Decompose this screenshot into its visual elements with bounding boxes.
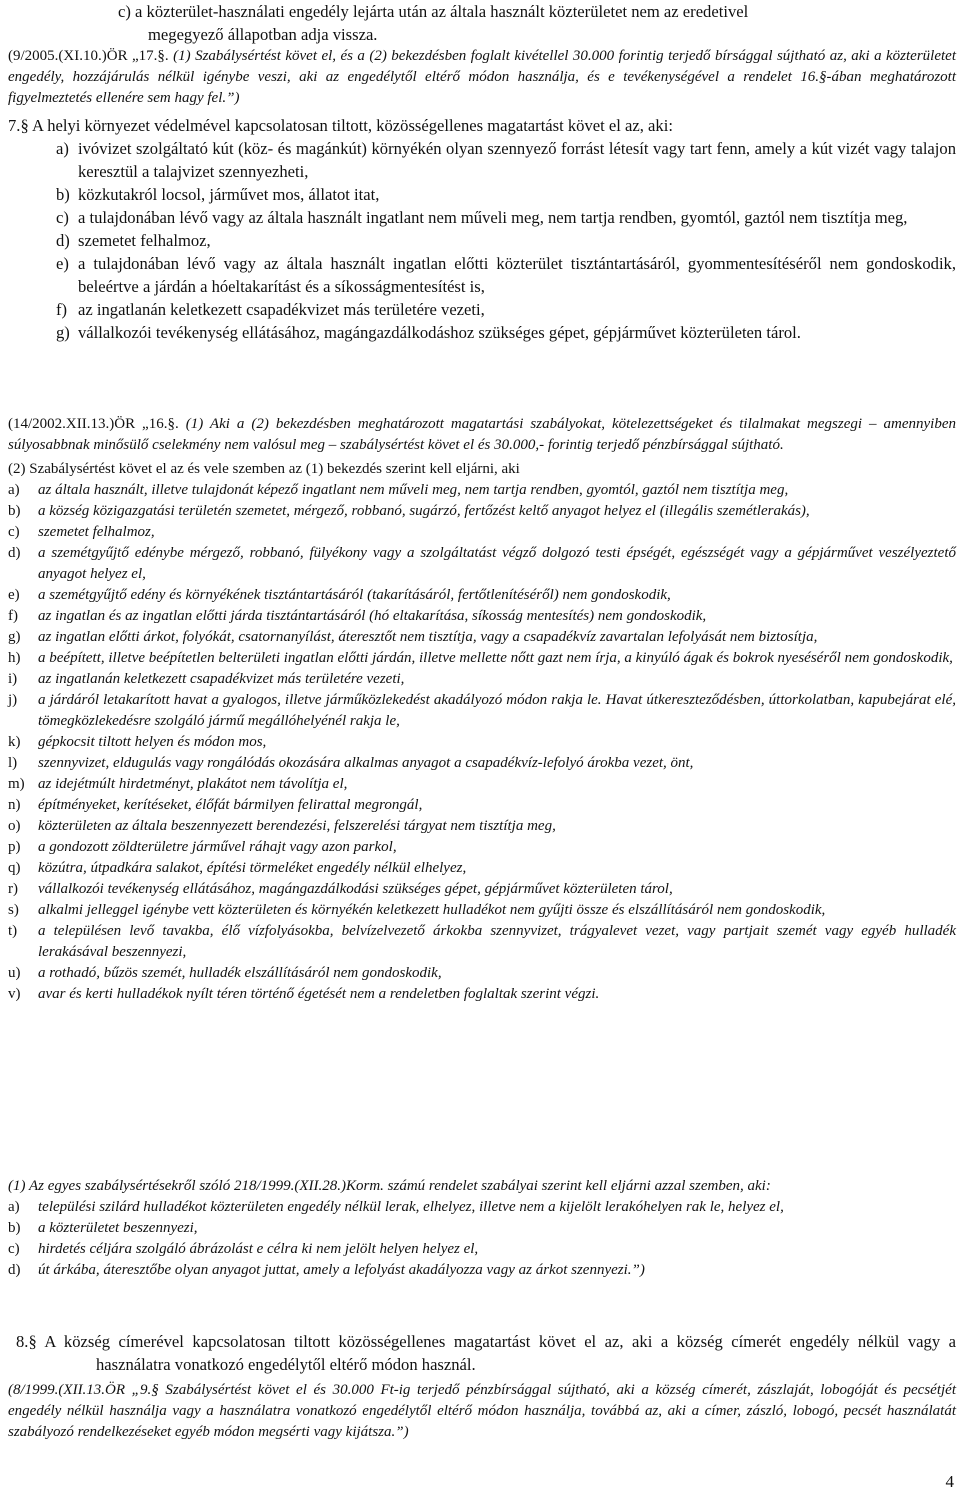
list-item-label: c) xyxy=(8,524,20,540)
list-item-label: c) xyxy=(8,1241,20,1257)
list-item xyxy=(8,1260,956,1281)
list-item-label: i) xyxy=(8,671,18,687)
list-item xyxy=(8,1197,956,1218)
list-item xyxy=(8,522,956,543)
list-item-text: a járdáról letakarított havat a gyalogos, illetve járműközlekedést akadályozó módon rakja le. Havat útkereszteződésben, úttorkolatban, kapubejárat elé, tömegközlekedésre szolgáló jármű megállóhelyénél rakja le, xyxy=(38,692,956,729)
page-number: 4 xyxy=(945,1472,954,1491)
list-item-label: a) xyxy=(8,1199,20,1215)
list-item xyxy=(56,252,956,298)
list-item-text: az ingatlan előtti árkot, folyókát, csatornanyílást, áteresztőt nem tisztítja, vagy a csapadékvíz zavartalan lefolyását nem biztosítja, xyxy=(38,629,818,645)
top-item-c xyxy=(8,0,956,46)
list-item-label: r) xyxy=(8,881,18,897)
list-item-text: az ingatlanán keletkezett csapadékvizet más területére vezeti, xyxy=(78,300,485,319)
amendment-14-body: (1) Aki a (2) bekezdésben meghatározott magatartási szabályokat, kötelezettségeket és tilalmakat megszegi – amennyiben súlyosabbnak minősülő cselekmény nem valósul meg – szabálysértést követ el és 30.000,- forintig terjedő pénzbírsággal sújtható. xyxy=(8,416,956,453)
list-item-text: a közterületet beszennyezi, xyxy=(38,1220,198,1236)
list-item xyxy=(8,921,956,963)
govt-decree-218 xyxy=(8,1176,956,1281)
list-item-label: t) xyxy=(8,923,18,939)
list-item-text: közkutakról locsol, járművet mos, állatot itat, xyxy=(78,185,380,204)
list-item xyxy=(8,690,956,732)
list-item-text: a településen levő tavakba, élő vízfolyásokba, belvízelvezető árkokba szennyvizet, trágyalevet vezet, vagy partjait szemét vagy egyéb hulladék lerakásával beszennyezi, xyxy=(38,923,956,960)
list-item xyxy=(8,1239,956,1260)
top-c-line2: megegyező állapotban adja vissza. xyxy=(148,25,378,44)
list-item xyxy=(8,627,956,648)
section-7-number: 7.§ xyxy=(8,116,29,135)
list-item xyxy=(8,816,956,837)
govt-decree-items xyxy=(8,1197,956,1281)
list-item-label: d) xyxy=(56,231,70,250)
list-item-label: s) xyxy=(8,902,19,918)
list-item xyxy=(8,774,956,795)
section-8-number: 8.§ xyxy=(16,1332,37,1351)
list-item xyxy=(8,606,956,627)
amendment-9-2005 xyxy=(8,46,956,109)
section-7-items xyxy=(8,137,956,344)
list-item xyxy=(8,501,956,522)
list-item-text: út árkába, áteresztőbe olyan anyagot juttat, amely a lefolyást akadályozza vagy az árkot szennyezi.”) xyxy=(38,1262,645,1278)
list-item xyxy=(8,1218,956,1239)
list-item-text: az ingatlan és az ingatlan előtti járda tisztántartásáról (hó eltakarítása, síkosság mentesítés) nem gondoskodik, xyxy=(38,608,707,624)
amendment-ref: (9/2005.(XI.10.)ÖR „17.§. xyxy=(8,48,169,64)
amendment-14-items xyxy=(8,480,956,1005)
list-item-label: d) xyxy=(8,545,21,561)
list-item xyxy=(8,879,956,900)
list-item-label: a) xyxy=(8,482,20,498)
list-item-text: ivóvizet szolgáltató kút (köz- és magánkút) környékén olyan szennyező forrást létesít vagy tart fenn, amely a kút vizét vagy talajon keresztül a talajvizet szennyezheti, xyxy=(78,139,956,181)
list-item-text: a tulajdonában lévő vagy az általa használt ingatlan előtti közterület tisztántartásáról, gyommentesítéséről nem gondoskodik, beleértve a járdán a hóeltakarítást és a síkosságmentesítést is, xyxy=(78,254,956,296)
list-item-text: gépkocsit tiltott helyen és módon mos, xyxy=(38,734,267,750)
list-item-text: a beépített, illetve beépítetlen belterületi ingatlan előtti járdán, illetve mellette nőtt gazt nem írja, a kinyúló ágak és bokrok nyeséséről nem gondoskodik, xyxy=(38,650,953,666)
list-item-label: p) xyxy=(8,839,21,855)
list-item-label: j) xyxy=(8,692,18,708)
list-item-label: b) xyxy=(56,185,70,204)
list-item-text: alkalmi jelleggel igénybe vett közterületen és környékén keletkezett hulladékot nem gyűjti össze és elszállításáról nem gondoskodik, xyxy=(38,902,826,918)
list-item-label: a) xyxy=(56,139,69,158)
list-item-label: b) xyxy=(8,1220,21,1236)
list-item-text: avar és kerti hulladékok nyílt téren történő égetését nem a rendeletben foglaltak szerint végzi. xyxy=(38,986,600,1002)
list-item-text: a község közigazgatási területén szemetet, mérgező, robbanó, sugárzó, fertőzést keltő anyagot helyez el (illegális szemétlerakás), xyxy=(38,503,810,519)
list-item xyxy=(8,669,956,690)
list-item xyxy=(8,480,956,501)
list-item-label: g) xyxy=(8,629,21,645)
list-item-text: közterületen az általa beszennyezett berendezési, felszerelési tárgyat nem tisztítja meg, xyxy=(38,818,556,834)
amendment-14-2002 xyxy=(8,414,956,1005)
list-item xyxy=(56,137,956,183)
list-item-text: a szemétgyűjtő edény és környékének tisztántartásáról (takarításáról, fertőtlenítéséről) nem gondoskodik, xyxy=(38,587,671,603)
list-item-label: f) xyxy=(56,300,68,319)
list-item-label: u) xyxy=(8,965,21,981)
amendment-14-para2: (2) Szabálysértést követ el az és vele szemben az (1) bekezdés szerint kell eljárni, aki xyxy=(8,461,520,477)
list-item-label: l) xyxy=(8,755,18,771)
list-item-label: c) xyxy=(56,208,69,227)
list-item xyxy=(56,229,956,252)
amendment-8-text: (8/1999.(XII.13.ÖR „9.§ Szabálysértést követ el és 30.000 Ft-ig terjedő pénzbírsággal sújtható, aki a község címerét, zászlaját, lobogóját és pecsétjét engedély nélkül használja vagy a használatra vonatkozó engedélytől eltérő módon használja, továbbá az, aki a címer, zászló, lobogó, pecsét használatát szabályozó rendelkezéseket egyéb módon megsérti vagy kijátsza.”) xyxy=(8,1382,956,1440)
list-item xyxy=(56,206,956,229)
list-item-text: a szemétgyűjtő edénybe mérgező, robbanó, fülyékony vagy a szolgáltatást végző dolgozó testi épségét, egészségét vagy a gépjárművet veszélyeztető anyagot helyez el, xyxy=(38,545,956,582)
list-item-text: szennyvizet, eldugulás vagy rongálódás okozására alkalmas anyagot a csapadékvíz-lefolyó árokba vezet, önt, xyxy=(38,755,694,771)
list-item-label: f) xyxy=(8,608,18,624)
top-c-line1: c) a közterület-használati engedély lejárta után az általa használt közterületet nem az eredetivel xyxy=(118,2,749,21)
amendment-14-ref: (14/2002.XII.13.)ÖR „16.§. xyxy=(8,416,179,432)
list-item xyxy=(8,984,956,1005)
list-item-label: e) xyxy=(8,587,20,603)
list-item-label: e) xyxy=(56,254,69,273)
list-item-label: v) xyxy=(8,986,21,1002)
section-7-intro: A helyi környezet védelmével kapcsolatosan tiltott, közösségellenes magatartást követ el az, aki: xyxy=(31,116,673,135)
list-item xyxy=(56,321,956,344)
list-item xyxy=(8,858,956,879)
list-item-text: vállalkozói tevékenység ellátásához, magángazdálkodási szükséges gépet, gépjárművet közterületen tárol, xyxy=(38,881,673,897)
list-item-text: szemetet felhalmoz, xyxy=(38,524,155,540)
list-item-text: vállalkozói tevékenység ellátásához, magángazdálkodáshoz szükséges gépet, gépjárművet közterületen tárol. xyxy=(78,323,801,342)
list-item-label: b) xyxy=(8,503,21,519)
list-item xyxy=(8,837,956,858)
list-item-label: o) xyxy=(8,818,21,834)
list-item xyxy=(8,648,956,669)
list-item-text: hirdetés céljára szolgáló ábrázolást e célra ki nem jelölt helyen helyez el, xyxy=(38,1241,479,1257)
section-8 xyxy=(8,1330,956,1376)
list-item xyxy=(8,732,956,753)
amendment-8-1999 xyxy=(8,1380,956,1443)
list-item xyxy=(8,543,956,585)
list-item-text: az általa használt, illetve tulajdonát képező ingatlant nem műveli meg, nem tartja rendben, gyomtól, gaztól nem tisztítja meg, xyxy=(38,482,789,498)
govt-decree-intro: (1) Az egyes szabálysértésekről szóló 218/1999.(XII.28.)Korm. számú rendelet szabályai szerint kell eljárni azzal szemben, aki: xyxy=(8,1178,771,1194)
list-item-label: m) xyxy=(8,776,25,792)
section-8-text: A község címerével kapcsolatosan tiltott közösségellenes magatartást követ el az, aki a község címerét engedély nélkül vagy a használatra vonatkozó engedélytől eltérő módon használ. xyxy=(44,1332,956,1374)
list-item xyxy=(56,183,956,206)
list-item-text: szemetet felhalmoz, xyxy=(78,231,211,250)
list-item xyxy=(8,753,956,774)
list-item-label: n) xyxy=(8,797,21,813)
section-7 xyxy=(8,114,956,344)
list-item-text: közútra, útpadkára salakot, építési törmeléket engedély nélkül elhelyez, xyxy=(38,860,467,876)
list-item-text: építményeket, kerítéseket, élőfát bármilyen felirattal megrongál, xyxy=(38,797,423,813)
list-item-text: a tulajdonában lévő vagy az általa használt ingatlant nem műveli meg, nem tartja rendben, gyomtól, gaztól nem tisztítja meg, xyxy=(78,208,908,227)
list-item xyxy=(56,298,956,321)
list-item-label: g) xyxy=(56,323,70,342)
list-item-text: települési szilárd hulladékot közterületen engedély nélkül lerak, elhelyez, illetve nem a kijelölt lerakóhelyen rak le, helyez el, xyxy=(38,1199,784,1215)
list-item xyxy=(8,963,956,984)
list-item-text: a rothadó, bűzös szemét, hulladék elszállításáról nem gondoskodik, xyxy=(38,965,442,981)
list-item-label: k) xyxy=(8,734,21,750)
list-item-text: az idejétmúlt hirdetményt, plakátot nem távolítja el, xyxy=(38,776,348,792)
list-item xyxy=(8,795,956,816)
list-item xyxy=(8,585,956,606)
list-item-text: a gondozott zöldterületre járművel ráhajt vagy azon parkol, xyxy=(38,839,397,855)
amendment-body: (1) Szabálysértést követ el, és a (2) bekezdésben foglalt kivétellel 30.000 forintig terjedő bírsággal sújtható az, aki a közterületet engedély, hozzájárulás nélkül igénybe veszi, aki az engedélytől eltérő módon használja, és e tevékenységével a rendelet 16.§-ában meghatározott figyelmeztetés ellenére sem hagy fel.”) xyxy=(8,48,956,106)
list-item-label: q) xyxy=(8,860,21,876)
list-item-label: d) xyxy=(8,1262,21,1278)
list-item-text: az ingatlanán keletkezett csapadékvizet más területére vezeti, xyxy=(38,671,405,687)
list-item xyxy=(8,900,956,921)
list-item-label: h) xyxy=(8,650,21,666)
